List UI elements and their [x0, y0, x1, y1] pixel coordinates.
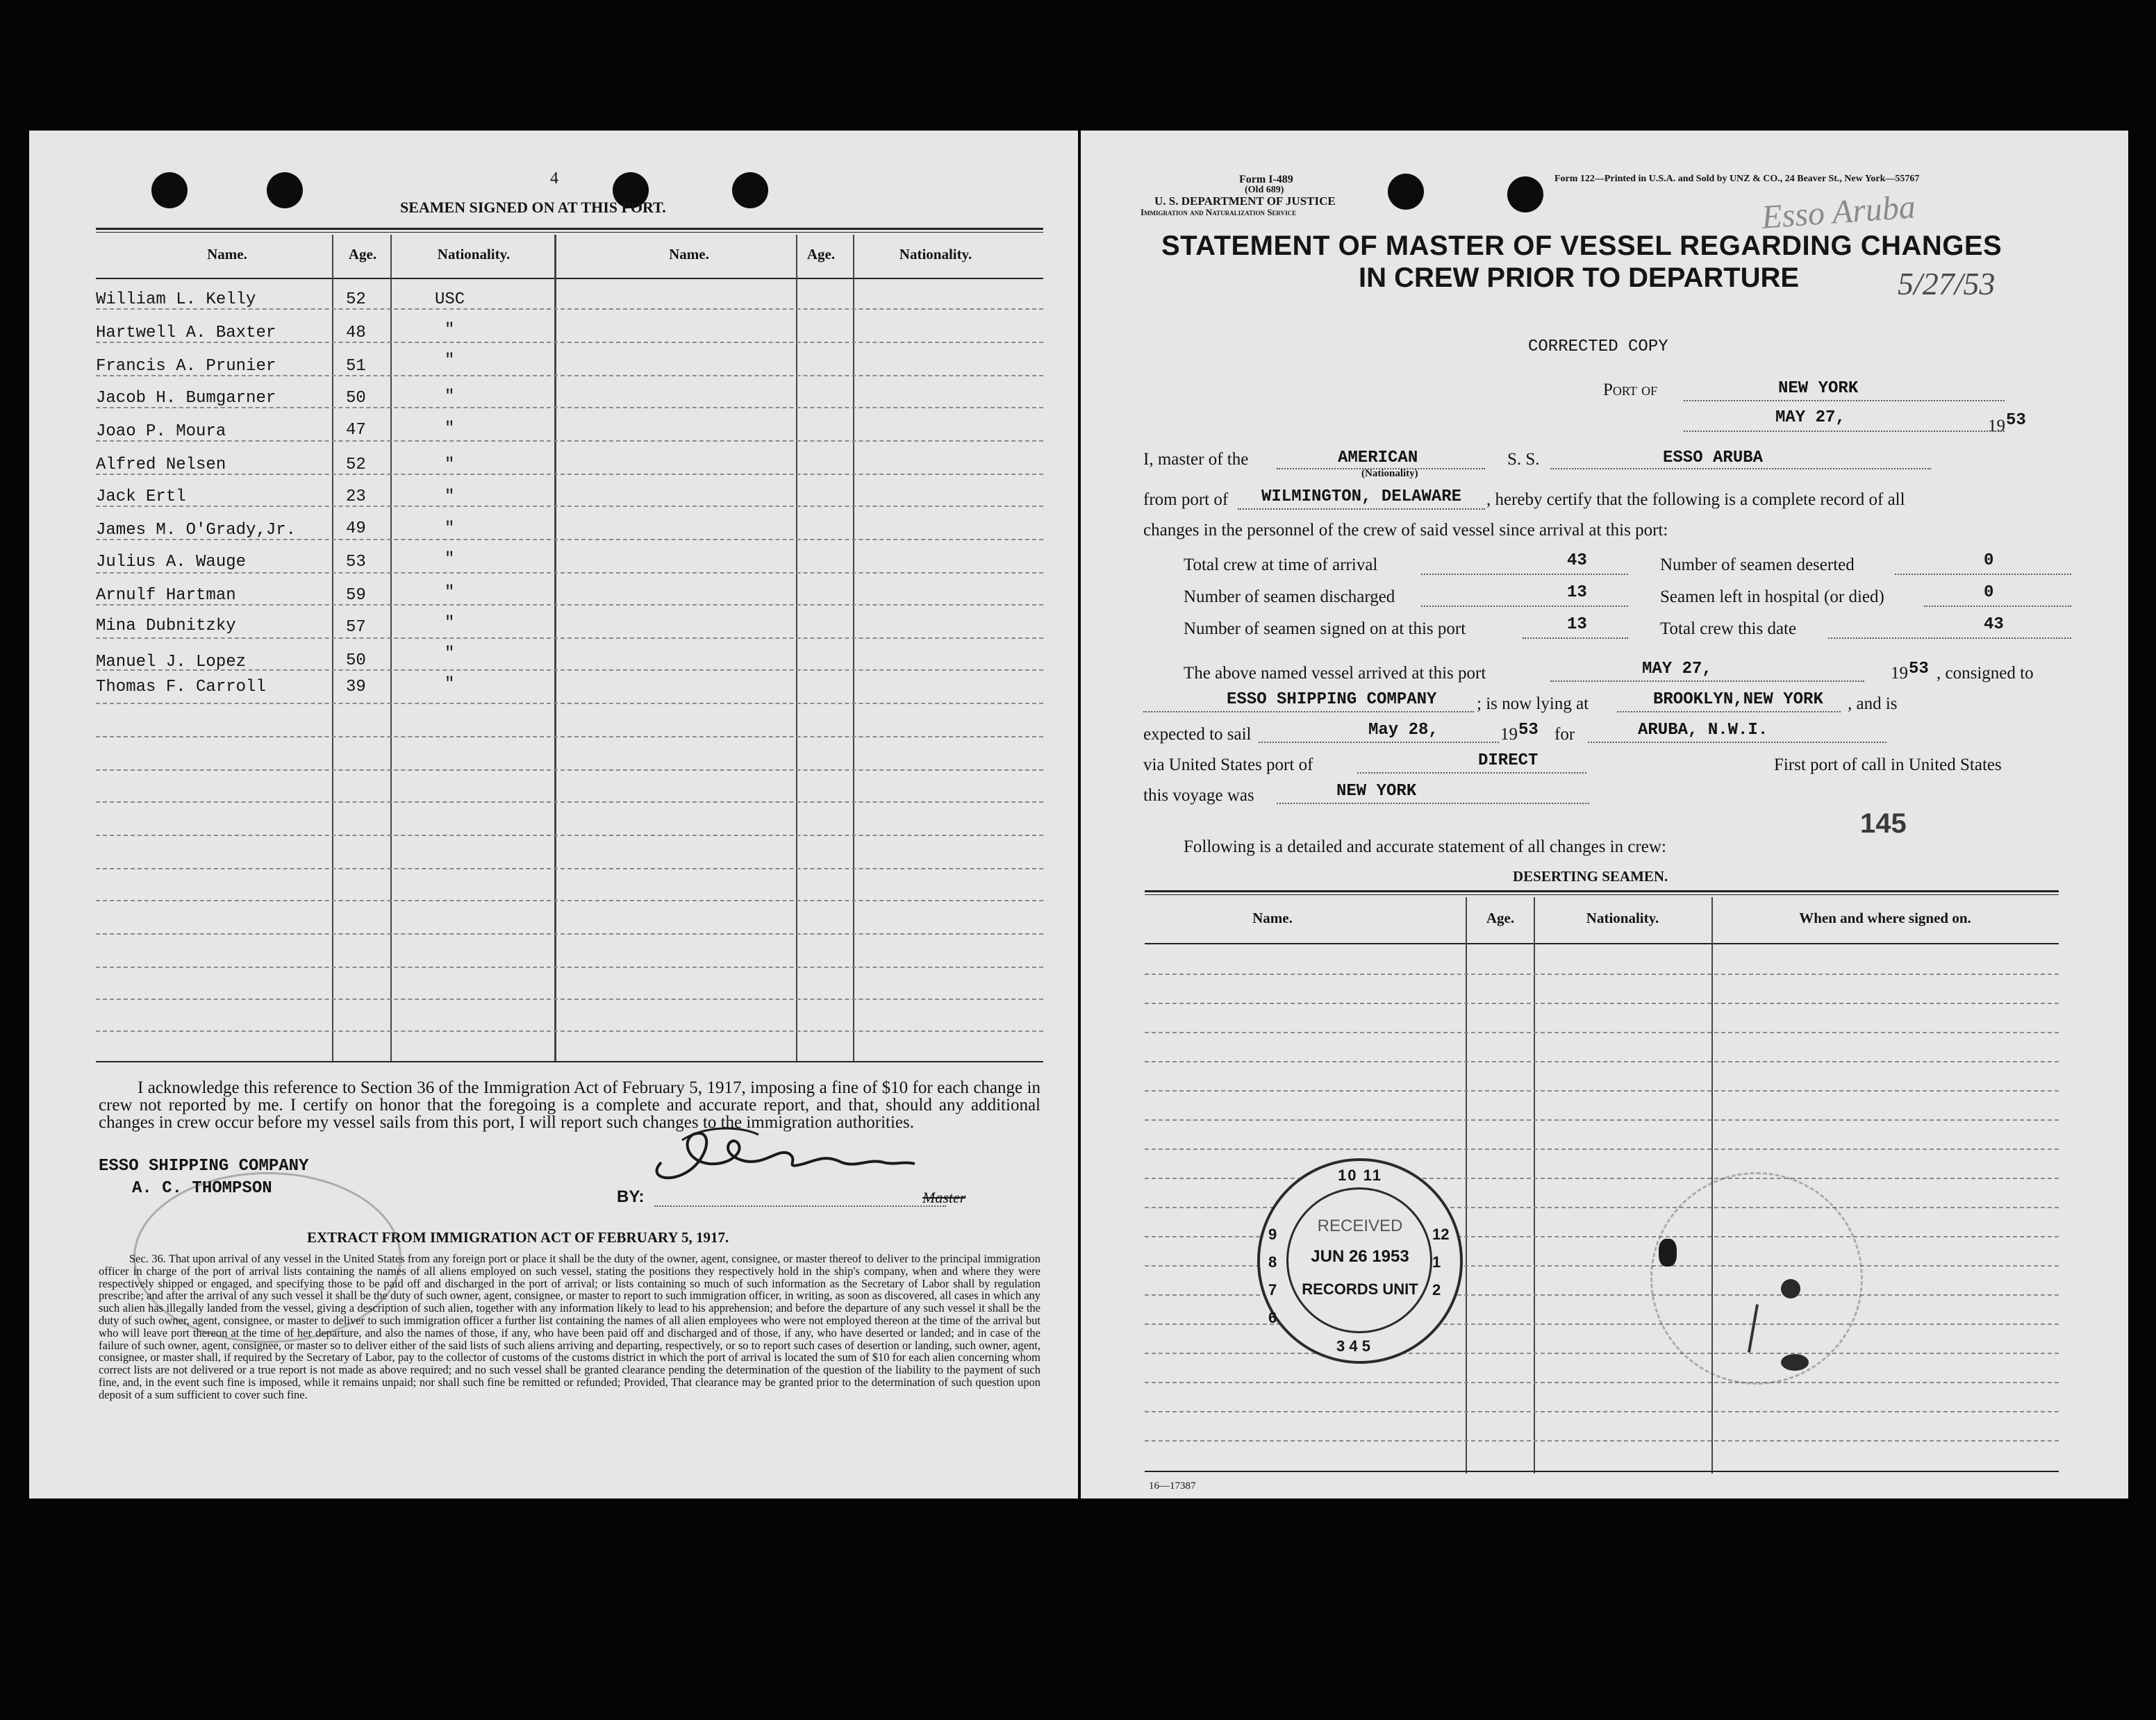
ss-label: S. S.	[1507, 450, 1540, 469]
desert-col-when-where: When and where signed on.	[1799, 910, 1971, 926]
punch-hole	[151, 172, 188, 208]
stamp-number: 145	[1860, 808, 1907, 839]
ink-mark	[1659, 1239, 1677, 1267]
from-port-value: WILMINGTON, DELAWARE	[1261, 487, 1462, 506]
following-text: Following is a detailed and accurate statement of all changes in crew:	[1184, 837, 1666, 856]
stat-value: 13	[1567, 583, 1587, 602]
deserting-heading: DESERTING SEAMEN.	[1513, 868, 1668, 885]
table-row-name: Thomas F. Carroll	[96, 678, 266, 696]
table-row-age: 52	[346, 456, 366, 474]
stat-label: Total crew this date	[1660, 619, 1797, 638]
punch-hole	[1388, 174, 1424, 210]
table-row-nationality: "	[445, 387, 455, 406]
via-value: DIRECT	[1478, 751, 1539, 770]
stamp-date: JUN 26 1953	[1311, 1247, 1409, 1266]
voyage-label: this voyage was	[1143, 786, 1254, 805]
first-port-label: First port of call in United States	[1774, 755, 2002, 774]
table-row-name: Alfred Nelsen	[96, 456, 226, 474]
col-header-age: Age.	[348, 246, 377, 262]
table-row-age: 23	[346, 487, 366, 506]
table-row-name: Jack Ertl	[96, 487, 186, 506]
table-row-name: Joao P. Moura	[96, 422, 226, 441]
table-row-nationality: "	[445, 519, 455, 538]
stamp-ring-hour: 5	[1361, 1337, 1370, 1355]
location-value: BROOKLYN,NEW YORK	[1653, 690, 1823, 709]
arrived-label: The above named vessel arrived at this port	[1184, 664, 1486, 683]
port-label: Port of	[1603, 381, 1658, 399]
table-row-nationality: "	[445, 487, 455, 506]
stamp-received: RECEIVED	[1317, 1217, 1403, 1235]
table-row-name: Mina Dubnitzky	[96, 617, 236, 635]
col-header-nationality: Nationality.	[437, 246, 511, 262]
nationality-caption: (Nationality)	[1361, 468, 1418, 479]
sail-year-prefix: 19	[1500, 725, 1518, 744]
extract-text	[99, 1253, 1040, 1401]
faint-stamp	[1650, 1172, 1863, 1385]
stamp-ring-hour: 7	[1268, 1281, 1277, 1299]
stamp-ring-hour: 9	[1268, 1226, 1277, 1243]
table-row-name: Julius A. Wauge	[96, 553, 247, 571]
voyage-port: NEW YORK	[1336, 782, 1417, 801]
table-row-name: James M. O'Grady,Jr.	[96, 521, 297, 540]
table-row-nationality: "	[445, 583, 455, 602]
arrived-year: 53	[1909, 660, 1929, 678]
table-row-nationality: "	[445, 351, 455, 370]
nationality-value: AMERICAN	[1338, 449, 1418, 467]
stat-label: Seamen left in hospital (or died)	[1660, 587, 1884, 606]
table-row-age: 57	[346, 618, 366, 637]
stat-value: 0	[1984, 583, 1994, 602]
by-label: BY:	[617, 1187, 645, 1206]
arrived-year-prefix: 19	[1891, 664, 1908, 683]
stamp-ring-hour: 2	[1432, 1281, 1441, 1299]
table-row-nationality: "	[445, 675, 455, 694]
certify-text-2: changes in the personnel of the crew of said vessel since arrival at this port:	[1143, 521, 1668, 540]
table-row-nationality: "	[445, 321, 455, 340]
table-row-age: 51	[346, 357, 366, 376]
page-number: 4	[550, 169, 558, 187]
stamp-ring-hour: 4	[1349, 1337, 1358, 1355]
sail-date: May 28,	[1368, 721, 1438, 740]
stamp-ring-hour: 11	[1363, 1167, 1382, 1184]
table-row-nationality: "	[445, 419, 455, 438]
punch-hole	[732, 172, 768, 208]
table-row-name: Francis A. Prunier	[96, 357, 276, 376]
date-value: MAY 27,	[1775, 408, 1846, 427]
handwritten-date: 5/27/53	[1898, 266, 1996, 301]
company-name: ESSO SHIPPING COMPANY	[99, 1157, 309, 1176]
table-row-name: Hartwell A. Baxter	[96, 324, 276, 342]
table-row-nationality: USC	[435, 290, 465, 309]
stamp-ring-hour: 1	[1432, 1253, 1441, 1271]
via-label: via United States port of	[1143, 755, 1313, 774]
department: U. S. DEPARTMENT OF JUSTICE	[1154, 194, 1336, 208]
stat-label: Number of seamen signed on at this port	[1184, 619, 1466, 638]
stat-value: 43	[1567, 551, 1587, 570]
extract-body: That upon arrival of any vessel in the United States from any foreign port or place it shall be the duty of the owner, agent, consignee, or master thereof to deliver to the principal immigration officer in charge of the port of arrival lists containing the names of all aliens employed on such vessel, stating the positions they respectively hold in the ship's company, when and where they were respectively shipped or engaged, and specifying those to be paid off and discharged in the port of arrival; or lists containing so much of such information as the Secretary of Labor shall by regulation prescribe; and after the arrival of any such vessel it shall be the duty of such owner, agent, consignee, or master to report to such immigration officer, in writing, as soon as discovered, all cases in which any such alien has illegally landed from the vessel, giving a description of such alien, together with any information likely to lead to his apprehension; and before the departure of any such vessel it shall be the duty of such owner, agent, consignee, or master to deliver to such immigration officer a further list containing the names of all alien employees who were not employed thereon at the time of the arrival but who will leave port thereon at the time of her departure, and also the names of those, if any, who have been paid off and discharged and of those, if any, who have deserted or landed; and in case of the failure of such owner, agent, consignee, or master so to deliver either of the said lists of such aliens arriving and departing, respectively, or so to report such cases of desertion or landing, such owner, agent, consignee, or master shall, if required by the Secretary of Labor, pay to the collector of customs of the customs district in which the port of arrival is located the sum of $10 for each alien concerning whom correct lists are not delivered or a true report is not made as above required; and no such vessel shall be granted clearance pending the determination of the question of the liability to the payment of such fine, and, in the event such fine is imposed, while it remains unpaid; nor shall such fine be remitted or refunded; Provided, That clearance may be granted prior to the determination of such question upon deposit of a sum sufficient to cover such fine.	[99, 1252, 1041, 1401]
corrected-copy: CORRECTED COPY	[1528, 337, 1668, 356]
table-row-age: 52	[346, 290, 366, 309]
table-row-age: 47	[346, 421, 366, 440]
table-row-nationality: "	[445, 614, 455, 633]
vessel-value: ESSO ARUBA	[1663, 449, 1764, 467]
certify-text: , hereby certify that the following is a complete record of all	[1486, 490, 1905, 509]
master-label: Master	[922, 1189, 966, 1206]
master-of-label: I, master of the	[1143, 450, 1249, 469]
destination-value: ARUBA, N.W.I.	[1638, 721, 1768, 740]
stamp-unit: RECORDS UNIT	[1302, 1280, 1418, 1298]
signature	[640, 1112, 918, 1192]
arrived-date: MAY 27,	[1642, 660, 1712, 678]
service: Immigration and Naturalization Service	[1141, 207, 1297, 217]
desert-col-nationality: Nationality.	[1586, 910, 1659, 926]
year-value: 53	[2006, 411, 2026, 430]
stamp-ring-hour: 10	[1338, 1167, 1358, 1184]
table-row-name: Arnulf Hartman	[96, 586, 236, 605]
table-row-age: 50	[346, 389, 366, 408]
port-value: NEW YORK	[1778, 379, 1859, 398]
stamp-ring-hour: 8	[1268, 1253, 1277, 1271]
left-page	[29, 131, 1078, 1498]
table-row-nationality: "	[445, 456, 455, 474]
consignee-value: ESSO SHIPPING COMPANY	[1227, 690, 1437, 709]
year-prefix: 19	[1988, 417, 2005, 435]
col-header-nationality-2: Nationality.	[899, 246, 972, 262]
table-row-age: 59	[346, 586, 366, 605]
extract-heading: EXTRACT FROM IMMIGRATION ACT OF FEBRUARY 5, 1917.	[307, 1229, 729, 1246]
ink-mark	[1781, 1354, 1809, 1371]
table-row-age: 48	[346, 324, 366, 342]
table-row-age: 50	[346, 651, 366, 670]
form-title-line1: STATEMENT OF MASTER OF VESSEL REGARDING CHANGES	[1161, 231, 2002, 261]
table-row-nationality: "	[445, 550, 455, 569]
agent-name: A. C. THOMPSON	[132, 1179, 272, 1198]
handwritten-ship: Esso Aruba	[1760, 188, 1917, 236]
desert-col-age: Age.	[1486, 910, 1515, 926]
stat-value: 43	[1984, 615, 2004, 634]
received-stamp	[1257, 1158, 1463, 1364]
consigned-label: , consigned to	[1937, 664, 2034, 683]
desert-col-name: Name.	[1252, 910, 1293, 926]
stat-label: Number of seamen discharged	[1184, 587, 1395, 606]
ink-mark	[1781, 1279, 1800, 1299]
from-port-label: from port of	[1143, 490, 1229, 509]
expected-label: expected to sail	[1143, 725, 1252, 744]
table-row-name: Jacob H. Bumgarner	[96, 389, 276, 408]
table-row-name: William L. Kelly	[96, 290, 256, 309]
stat-value: 0	[1984, 551, 1994, 570]
stamp-ring-hour: 6	[1268, 1309, 1277, 1326]
form-old: (Old 689)	[1245, 185, 1284, 195]
table-row-age: 53	[346, 553, 366, 571]
col-header-name-2: Name.	[669, 246, 709, 262]
lying-at-label: ; is now lying at	[1477, 694, 1589, 713]
footer-code: 16—17387	[1149, 1480, 1196, 1492]
printer-line: Form 122—Printed in U.S.A. and Sold by UNZ & CO., 24 Beaver St., New York—55767	[1554, 174, 1920, 184]
form-title-line2: IN CREW PRIOR TO DEPARTURE	[1359, 262, 1800, 293]
stamp-ring-hour: 3	[1336, 1337, 1345, 1355]
acknowledgement-text: I acknowledge this reference to Section 36 of the Immigration Act of February 5, 1917, imposing a fine of $10 for each change in crew not reported by me. I certify on honor that the foregoing is a complete and accurate report, and that, should any additional changes in crew occur before my vessel sails from this port, I will report such changes to the immigration authorities.	[99, 1078, 1040, 1132]
extract-section: Sec. 36.	[129, 1252, 166, 1265]
punch-hole	[267, 172, 303, 208]
stat-label: Total crew at time of arrival	[1184, 556, 1378, 574]
form-number: Form I-489	[1239, 174, 1293, 185]
stat-value: 13	[1567, 615, 1587, 634]
table-row-age: 39	[346, 678, 366, 696]
table-row-age: 49	[346, 519, 366, 538]
for-label: for	[1554, 725, 1575, 744]
sail-year: 53	[1518, 721, 1539, 740]
section-heading: SEAMEN SIGNED ON AT THIS PORT.	[400, 199, 666, 216]
table-row-name: Manuel J. Lopez	[96, 653, 247, 671]
col-header-age-2: Age.	[806, 246, 836, 262]
right-page	[1081, 131, 2128, 1498]
stat-label: Number of seamen deserted	[1660, 556, 1855, 574]
punch-hole	[1507, 176, 1543, 212]
stamp-ring-hour: 12	[1432, 1226, 1450, 1243]
col-header-name: Name.	[207, 246, 247, 262]
table-row-nationality: "	[445, 644, 455, 663]
and-is-label: , and is	[1848, 694, 1898, 713]
